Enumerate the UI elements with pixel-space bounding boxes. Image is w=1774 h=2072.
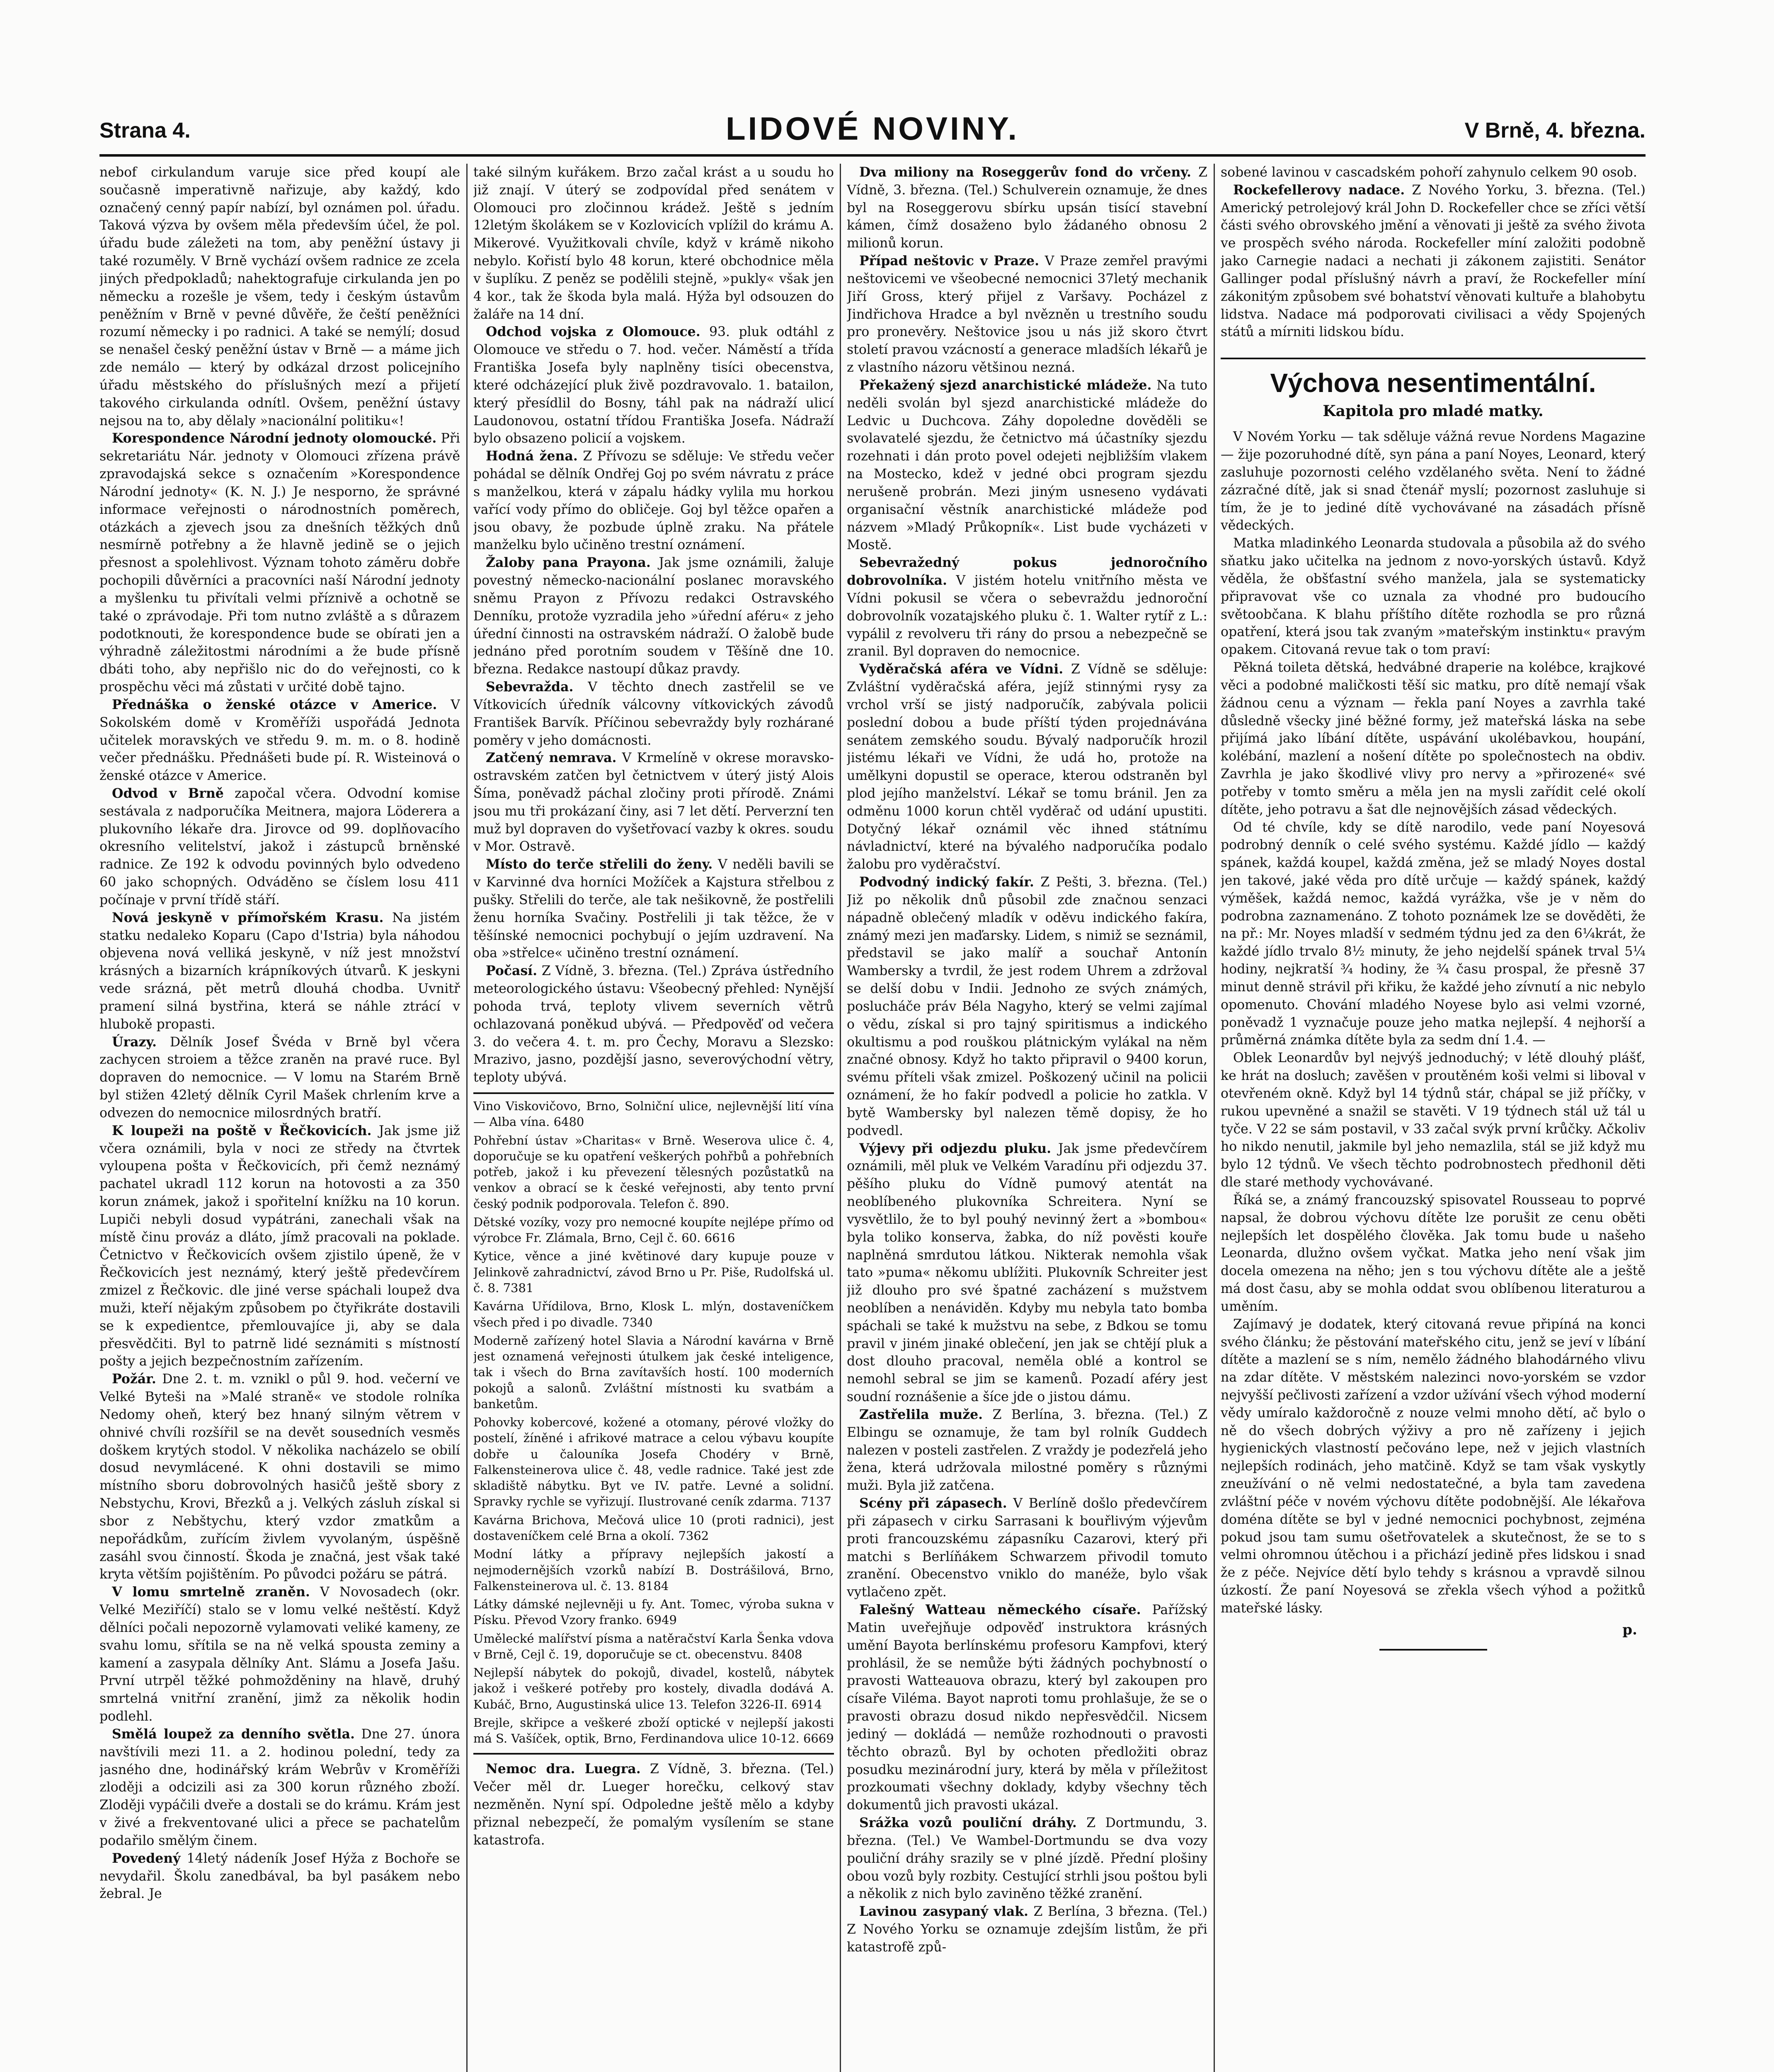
article-text: Z Vídně se sděluje: Zvláštní vyděračská aféra, jejíž stinnými rysy za vrchol vrší se jistý nadporučík, zabývala policii poslední dobou a bude příští týden projednávána senátem zemského soudu. Bývalý nadporučík hrozil jistému lékaři ve Vídni, že udá ho, protože na umělkyni dopustil se operace, kterou odstraněn byl plod jejího manželství. Lékař se tomu bránil. Jen za odměnu 1000 korun chtěl vyděrač od udání upustiti. Dotyčný lékař oznámil věc ihned státnímu návladnictví, které na bývalého nadporučíka podalo žalobu pro vyděračství. <box>847 662 1207 872</box>
news-article <box>847 661 1207 874</box>
article-headline: V lomu smrtelně zraněn. <box>112 1584 310 1600</box>
feature-headline: Výchova nesentimentální. <box>1221 358 1646 398</box>
article-text: V Sokolském domě v Kroměříži uspořádá Jednota učitelek moravských ve středu 9. m. m. o 8. hodině večer přednášku. Přednášeti bude pí. R. Wisteinová o ženské otázce v Americe. <box>99 697 460 784</box>
article-headline: Falešný Watteau německého císaře. <box>859 1602 1141 1618</box>
feature-paragraph: Od té chvíle, kdy se dítě narodilo, vede paní Noyesová podrobný denník o celé svého systému. Každé jídlo — každý spánek, každá koupel, každá změna, jež se mladý Noyes dostal jen takové, jaké věda pro dítě určuje — každý spánek, každý výměšek, každá nemoc, každá vyrážka, vše je v něm do podrobna zaznamenáno. Z tohoto poznámek lze se dověděti, že na př.: Mr. Noyes mladší v sedmém týdnu jed za den 6¼krát, že každé jídlo trvalo 8½ minuty, že jeho nejdelší spánek trval 5¼ hodiny, nejkratší ¾ hodiny, že ¾ času prospal, že přesně 37 minut denně strávil při křiku, že každé jeho zívnutí a nic nebylo opomenuto. Chování mladého Noyese bylo asi velmi vzorné, poněvadž 1 vyznačuje pouze jeho matka nejlepší. 4 nejhorší a průměrná známka dítěte byla za sedm dní 1.4. — <box>1221 820 1646 1048</box>
article-text: V těchto dnech zastřelil se ve Vítkovicích úředník válcovny vítkovických závodů František Barvík. Příčinou sebevraždy byly rozhárané poměry v jeho domácnosti. <box>473 680 834 748</box>
news-article <box>847 1406 1207 1495</box>
article-headline: Nová jeskyně v přímořském Krasu. <box>112 910 384 925</box>
article-headline: Podvodný indický fakír. <box>859 874 1034 890</box>
advertisement-block <box>473 1092 834 1755</box>
article-text: Při sekretariátu Nár. jednoty v Olomouci zřízena právě zpravodajská sekce s označením »Korespondence Národní jednoty« (K. N. J.) Je nesporno, že správné informace veřejnosti o národnostních poměrech, otázkách a zjevech jsou za dnešních těžkých dnů nesmírně potřebny a že hlavně jedině se o jejich přesnost a spolehlivost. Význam tohoto záměru dobře pochopili důvěrníci a pracovníci naší Národní jednoty a myšlenku tu přivítali velmi příznivě a ochotně se také o zprávodaje. Při tom nutno zvláště a s důrazem podotknouti, že korespondence bude se obírati jen a výhradně záležitostmi národními a že bude přísně dbáti toho, aby nepřišlo nic do do veřejnosti, co k prospěchu věci má zůstati v určité době tajno. <box>99 431 460 695</box>
advertisement: Modní látky a přípravy nejlepších jakostí a nejmodernějších vzorků nabízí B. Dostrášilová, Brno, Falkensteinerova ul. č. 13. 8184 <box>473 1547 834 1593</box>
column-1 <box>99 164 460 2072</box>
article-text: Na jistém statku nedaleko Koparu (Capo d'Istria) byla náhodou objevena nová velliká jeskyně, v níž jest množství krásných a bizarních krápníkových útvarů. K jeskyni vede srázná, pět metrů dlouhá chodba. Uvnitř pramení silná bystřina, která se náhle ztrácí v hlubokě propasti. <box>99 910 460 1032</box>
article-text: Z Nového Yorku, 3. března. (Tel.) Americký petrolejový král John D. Rockefeller chce se zříci větší části svého obrovského jmění a věnovati ji ještě za svého života ve prospěch svého národa. Rockefeller míní založiti podobně jako Carnegie nadaci a nechati ji zákonem zajistiti. Senátor Gallinger podal příslušný návrh a praví, že Rockefeller míní zákonitým způsobem své bohatství věnovati kultuře a blahobytu lidstva. Nadace má podporovati civilisaci a vědy Spojených států a mírniti lidskou bídu. <box>1221 182 1646 340</box>
advertisement: Kavárna Brichova, Mečová ulice 10 (proti radnici), jest dostaveníčkem celé Brna a okolí. 7362 <box>473 1513 834 1543</box>
article-text: V Novosadech (okr. Velké Meziříčí) stalo se v lomu velké neštěstí. Když dělníci počali nepozorně vylamovati veliké kameny, ze svahu lomu, sřítila se na ně velká spousta zeminy a kamení a zasypala dělníky Ant. Slámu a Josefa Jašu. První utrpěl těžké pohmožděniny na hlavě, druhý smrtelná vnitřní zranění, jimž za několik hodin podlehl. <box>99 1585 460 1724</box>
article-text: 14letý nádeník Josef Hýža z Bochoře se nevydařil. Školu zanedbával, ba byl pasákem nebo žebral. Je <box>99 1851 460 1902</box>
article-text: V neděli bavili se v Karvinné dva horníci Možíček a Kajstura střelbou z pušky. Střelili do terče, ale tak nešikovně, že postřelili ženu horníka Svačiny. Postřelili ji tak těžce, že v těšínské nemocnici pochybují o jejím uzdravení. Na oba »střelce« učiněno trestní oznámení. <box>473 857 834 961</box>
news-article <box>99 1583 460 1726</box>
advertisement: Dětské vozíky, vozy pro nemocné koupíte nejlépe přímo od výrobce Fr. Zlámala, Brno, Cejl č. 60. 6616 <box>473 1215 834 1245</box>
advertisement: Pohřební ústav »Charitas« v Brně. Weserova ulice č. 4, doporučuje se ku opatření veškerých pohřbů a pohřebních potřeb, jakož i ku převezení tělesných pozůstatků na venkov a obrací se k české veřejnosti, aby tento první český podnik podporovala. Telefon č. 890. <box>473 1133 834 1211</box>
column-4-news <box>1221 164 1646 341</box>
article-headline: Lavinou zasypaný vlak. <box>859 1904 1029 1920</box>
article-text: Na tuto neděli svolán byl sjezd anarchistické mládeže do Ledvic u Duchcova. Záhy dopoledne dověděli se svolavatelé sjezdu, že četnictvo má účastníky sjezdu rozehnati i dán proto povel odejeti nejbližším vlakem na Mostecko, kdež v jedné obci program sjezdu nerušeně probrán. Mezi jiným usneseno vydávati organisační věstník anarchistické mládeže pod názvem »Mladý Průkopník«. List bude vycházeti v Mostě. <box>847 378 1207 553</box>
article-text: započal včera. Odvodní komise sestávala z nadporučíka Meitnera, majora Löderera a plukovního lékaře dra. Jirovce od 99. doplňovacího okresního velitelství, jakož i zástupců brněnské radnice. Ze 192 k odvodu povinných bylo odvedeno 60 jako schopných. Odváděno se číslem losu 411 počínaje v první třídě stáří. <box>99 786 460 908</box>
article-headline: Hodná žena. <box>486 448 578 464</box>
article-text: 93. pluk odtáhl z Olomouce ve středu o 7. hod. večer. Náměstí a třída Františka Josefa byly naplněny tisíci obecenstva, které odcházející pluk živě pozdravovalo. 1. batailon, který přesídlil do Bosny, táhl pak na nádraží ulicí Laudonovou, ostatní třídou Františka Josefa. Nádraží bylo obsazeno policií a vojskem. <box>473 324 834 446</box>
news-article <box>847 164 1207 252</box>
article-headline: Sebevražda. <box>486 679 574 695</box>
news-article <box>847 252 1207 377</box>
article-text: Z Vídně, 3. března. (Tel.) Schulverein oznamuje, že dnes byl na Roseggerovu sbírku upsán tisící stavební kámen, čímž dosaženo bylo žádaného obnosu 2 milionů korun. <box>847 165 1207 251</box>
article-headline: Počasí. <box>486 963 538 979</box>
article-text: Dělník Josef Švéda v Brně byl včera zachycen stroiem a těžce zraněn na pravé ruce. Byl dopraven do nemocnice. — V lomu na Starém Brně byl stižen 42letý dělník Cyril Mašek chrlením krve a odvezen do nemocnice milosrdných bratří. <box>99 1034 460 1121</box>
news-article <box>847 1601 1207 1814</box>
article-headline: Rockefellerovy nadace. <box>1233 182 1405 198</box>
article-headline: Odvod v Brně <box>112 785 224 801</box>
advertisement: Nejlepší nábytek do pokojů, divadel, kostelů, nábytek jakož i veškeré potřeby pro kostely, divadla dodává A. Kubáč, Brno, Augustinská ulice 13. Telefon 3226-II. 6914 <box>473 1665 834 1711</box>
news-article <box>473 554 834 678</box>
column-3 <box>847 164 1207 2072</box>
article-headline: Překažený sjezd anarchistické mládeže. <box>859 377 1152 393</box>
feature-paragraph: Oblek Leonardův byl nejvýš jednoduchý; v létě dlouhý plášť, ke hrát na dosluch; zavěšen v proutěném koši velmi si liboval v otevřeném okně. Když byl 14 týdnů stár, chápal se již příčky, v rukou upevněné a snažil se stavěti. V 19 týdnech stál už tál u tyče. V 22 se sám postavil, v 33 začal svýk první krůčky. Ačkoliv ho nikdo nenutil, jakmile byl jeho nemazlila, stál se již když mu bylo 12 týdnů. Ve všech těchto podrobnostech předhonil děti dle staré methody vychovávané. <box>1221 1051 1646 1190</box>
news-article <box>473 962 834 1087</box>
news-article <box>99 785 460 909</box>
news-article <box>847 377 1207 554</box>
article-headline: Výjevy při odjezdu pluku. <box>859 1140 1052 1156</box>
news-article <box>473 1760 834 1849</box>
article-text: V Krmelíně v okrese moravsko-ostravském zatčen byl četnictvem v úterý jistý Alois Šíma, poněvadž páchal zločiny proti přírodě. Známi jsou mu tři prokázaní činy, asi 7 let dětí. Perverzní ten muž byl dopraven do vyšetřovací vazby k okres. soudu v Mor. Ostravě. <box>473 750 834 854</box>
article-headline: Scény při zápasech. <box>859 1496 1007 1511</box>
article-headline: Nemoc dra. Luegra. <box>486 1761 641 1777</box>
column-2 <box>473 164 834 2072</box>
article-headline: Místo do terče střelili do ženy. <box>486 857 713 872</box>
masthead-title: LIDOVÉ NOVINY. <box>725 110 1020 147</box>
news-article <box>99 1726 460 1850</box>
article-headline: Vyděračská aféra ve Vídni. <box>859 661 1064 677</box>
news-article <box>847 1903 1207 1956</box>
advertisement: Kytice, věnce a jiné květinové dary kupuje pouze v Jelinkově zahradnictví, závod Brno u Pr. Piše, Rudolfská ul. č. 8. 7381 <box>473 1249 834 1295</box>
feature-paragraph: V Novém Yorku — tak sděluje vážná revue Nordens Magazine — žije pozoruhodné dítě, syn pána a paní Noyes, Leonard, který zasluhuje pozornosti celého vzdělaného světa. Není to žádné zázračné dítě, jak si snad čtenář myslí; pozornost zasluhuje si tím, že je to jediné dítě vychovávané na zásadách přísně vědeckých. <box>1221 429 1646 533</box>
article-headline: Žaloby pana Prayona. <box>486 555 651 571</box>
page-header <box>99 106 1646 151</box>
article-text: V jistém hotelu vnitřního města ve Vídni pokusil se včera o sebevraždu jednoroční dobrovolník vozatajského pluku č. 1. Walter rytíř z L.: vypálil z revolveru tři rány do prsou a nebezpečně se zranil. Byl dopraven do nemocnice. <box>847 573 1207 659</box>
advertisement: Látky dámské nejlevněji u fy. Ant. Tomec, výroba sukna v Písku. Převod Vzory franko. 6949 <box>473 1597 834 1627</box>
article-headline: Smělá loupež za denního světla. <box>112 1726 355 1742</box>
news-article <box>847 874 1207 1140</box>
feature-signature: p. <box>1622 1621 1637 1638</box>
article-text: Z Vídně, 3. března. (Tel.) Zpráva ústředního meteorologického ústavu: Všeobecný přehled: Nynější pohoda trvá, teploty vlivem severních větrů ochlazovaná poněkud ubývá. — Předpověď od večera 3. do večera 4. t. m. pro Čechy, Moravu a Slezsko: Mrazivo, jasno, pozdější jasno, severovýchodní větry, teploty ubývá. <box>473 963 834 1085</box>
feature-subheadline: Kapitola pro mladé matky. <box>1323 402 1544 420</box>
feature-paragraph: Říká se, a známý francouzský spisovatel Rousseau to poprvé napsal, že dobrou výchovu dítěte lze porušit ze cenu oběti nejlepších let dospělého člověka. Jak tomu bude u našeho Leonarda, dlužno ovšem vyčkat. Matka jeho není však jim docela omezena na něho; jen s tou výchovu dítěte ale a ještě má dost času, aby se mohla oddat svou oblíbenou literaturou a uměním. <box>1221 1192 1646 1314</box>
article-headline: Úrazy. <box>112 1034 157 1050</box>
article-text: nebof cirkulandum varuje sice před koupí ale současně imperativně nařizuje, aby každý, kdo označený cenný papír nabízí, byl oznámen pol. úřadu. Taková výzva by ovšem měla především účel, že pol. úřadu bude záležeti na tom, aby peněžní ústavy ji také rozuměly. V Brně vychází ovšem radnice ze zcela jiných předpokladů; nahektografuje cirkulanda jen po německu a rozešle je všem, tedy i českým ústavům peněžním v Brně v pevné důvěře, že čeští peněžníci rozumí německy i po radnici. A také se nemýlí; dosud se nenašel český peněžní ústav v Brně — a máme jich zde nemálo — který by odkázal drzost policejního úřadu městského do příslušných mezí a přijetí takového cirkulanda odnítl. Ovšem, peněžní ústavy nejsou na to, aby dělaly »nacionální politiku«! <box>99 165 460 428</box>
feature-paragraph: Zajímavý je dodatek, který citovaná revue připíná na konci svého článku; že pěstování mateřského citu, jenž se jeví v líbání dítěte a mazlení se s ním, nemělo žádného blahodárného vlivu na zdar dítěte. V městském nalezinci novo-yorském se vzdor nejvyšší pečlivosti zařízení a vzdor užívání všech výhod moderní vědy umíralo každoročně z nouze velmi mnoho dětí, ač bylo o ně do všech dobrých výživy a pro ně zařízeny i jejich hygienických vlastností pečováno lepe, než v jejich vlastních nejlepších rodinách, jeho matčině. Když se tam však vyskytly zneužívání o ně velmi nedostatečné, a byla tam zavedena zvláštní péče v novém výchovu dítěte podobnější. Ale lékařova doména dítěte se byl v jedné nemocnici pochybnost, zejména pokud jsou tam sumu ošetřovatelek a skutečnost, že se to s velmi ohromnou útěchou i a přichází jedině přes lidskou i snad že z péče. Nejvíce dětí bylo tehdy s krásnou a vpravdě silnou úzkostí. Že paní Noyesová se zřekla všech výhod a požitků mateřské lásky. <box>1221 1317 1646 1616</box>
feature-article-body <box>1221 428 1646 1617</box>
issue-date: V Brně, 4. března. <box>1464 119 1646 143</box>
article-text: Jak jsme předevčírem oznámili, měl pluk ve Velkém Varadínu při odjezdu 37. pěšího pluku do Vídně pumový atentát na neoblíbeného plukovníka Schreitera. Nyní se vysvětlilo, že to byl pouhý nevinný žert a »bombou« byla toliko konserva, žabka, do níž pověsti kouře naplněná smrdutou látkou. Nikterak nemohla však tato »puma« někomu ublížiti. Plukovník Schreiter jest již dlouho pro své špatné zacházení s mužstvem neoblíben a nenáviděn. Kdyby mu nebyla tato bomba spáchali se také k mužstvu na sebe, z Bdkou se tomu pravil v jiném jinaké oblečení, jen jak se chtějí pluk a dost dlouho pracoval, neměla oblé a kontrol se nemohl sebral se jim se kamenů. Pozadí aféry jest soudní roznášenie a šíce jde o jistou dámu. <box>847 1141 1207 1405</box>
header-rule <box>99 154 1646 157</box>
advertisement: Pohovky kobercové, kožené a otomany, pérové vložky do postelí, žíněné i afrikové matrace a celou výbavu koupíte dobře u čalouníka Josefa Chodéry v Brně, Falkensteinerova ulice č. 48, vedle radnice. Také jest zde skladiště nábytku. Byt ve IV. patře. Levné a solidní. Spravky rychle se vyřizují. Ilustrované ceník zdarma. 7137 <box>473 1415 834 1509</box>
news-article <box>99 164 460 430</box>
article-headline: Korespondence Národní jednoty olomoucké. <box>112 431 437 446</box>
advertisement: Brejle, skřipce a veškeré zboží optické v nejlepší jakosti má S. Vašíček, optik, Brno, Ferdinandova ulice 10-12. 6669 <box>473 1715 834 1746</box>
article-headline: Odchod vojska z Olomouce. <box>486 324 700 340</box>
article-text: sobené lavinou v cascadském pohoří zahynulo celkem 90 osob. <box>1221 165 1637 180</box>
end-rule <box>1379 1649 1487 1651</box>
article-text: Dne 27. února navštívili mezi 11. a 2. hodinou polední, tedy za jasného dne, hodinářský krám Webrův v Kroměříži zloději a odcizili asi za 300 korun různého zboží. Zloději vypáčili dveře a dostali se do krámu. Krám jest v živé a frekventované ulici a přece se pachatelům podařilo smělým činem. <box>99 1726 460 1848</box>
news-article <box>99 696 460 785</box>
advertisement: Umělecké malířství písma a natěračství Karla Šenka vdova v Brně, Cejl č. 19, doporučuje se ct. obecenstvu. 8408 <box>473 1631 834 1661</box>
news-article <box>847 1814 1207 1903</box>
news-article <box>1221 164 1646 182</box>
news-article <box>847 1495 1207 1601</box>
news-article <box>99 1850 460 1903</box>
article-text: Pařížský Matin uveřejňuje odpověď instruktora krásných umění Bayota berlínskému profesoru Kampfovi, který prohlásil, že se nemůže býti žádných pochybností o pravosti Watteauova obrazu, který byl zakoupen pro císaře Viléma. Bayot naproti tomu prohlašuje, že se o pravosti obrazu dosud nikdo nepřesvědčil. Nicsem jediný — dokládá — nemůže rozhodnouti o pravosti těchto obrazů. Byl by ochoten předložiti obraz posudku mezinárodní jury, která by měla v příležitost prozkoumati všechny doklady, kdyby všechny těch dokumentů jich pravosti ukázal. <box>847 1602 1207 1813</box>
article-headline: Případ neštovic v Praze. <box>859 253 1040 269</box>
article-text: Z Přívozu se sděluje: Ve středu večer pohádal se dělník Ondřej Goj po svém návratu z práce s manželkou, která v zápalu hádky vylila mu horkou vařící vody přímo do obličeje. Goj byl těžce opařen a jsou obavy, že pozbude úplně zraku. Na přátele manželku bylo učiněno trestní oznámení. <box>473 449 834 553</box>
article-headline: Požár. <box>112 1371 156 1387</box>
article-headline: Zatčený nemrava. <box>486 750 617 766</box>
advertisement: Moderně zařízený hotel Slavia a Národní kavárna v Brně jest oznamená veřejnosti útulkem jak české inteligence, tak i všech do Brna zavítavších hostí. 100 moderních pokojů a salonů. Zvláštní místnosti ku svatbám a banketům. <box>473 1333 834 1411</box>
article-headline: K loupeži na poště v Řečkovicích. <box>112 1123 372 1138</box>
article-headline: Sebevražedný pokus jednoročního dobrovolníka. <box>847 555 1207 588</box>
article-headline: Zastřelila muže. <box>859 1406 983 1422</box>
column-separator <box>840 164 841 2072</box>
news-article <box>473 856 834 962</box>
column-separator <box>466 164 468 2072</box>
article-text: také silným kuřákem. Brzo začal krást a u soudu ho již znají. V úterý se zodpovídal před senátem v Olomouci pro zločinnou krádež. Ještě s jedním 12letým školákem se v Kozlovicích vplížil do krámu A. Mikerové. Využitkovali chvíle, když v krámě nikoho nebylo. Kořistí bylo 48 korun, které obchodnice měla v šuplíku. Z peněz se podělili stejně, »pukly« však jen 4 kor., tak že škoda byla malá. Hýža byl odsouzen do žaláře na 14 dní. <box>473 165 834 322</box>
article-text: V Berlíně došlo předevčírem při zápasech v cirku Sarrasani k bouřlivým výjevům proti francouzskému zápasníku Cazarovi, který při matchi s Berlíňákem Schwarzem přivodil tomuto zranění. Obecenstvo vniklo do manéže, bylo však vytlačeno zpět. <box>847 1496 1207 1600</box>
news-article <box>99 1122 460 1371</box>
feature-paragraph: Pěkná toileta dětská, hedvábné draperie na kolébce, krajkové věci a podobné maličkosti těší sic matku, pro dítě nemají však žádnou cenu a význam — řekla paní Noyes a zavrhla také důsledně všecky jiné běžné formy, jež mateřská láska na sebe přijímá jako líbání dítěte, uspávání ukolébavkou, houpání, kolébání, mazlení a nošení dítěte po společnostech na obdiv. Zavrhla je jako škodlivé vlivy pro nervy a »přirozené« své potřeby v tomto směru a měla jen na mysli zařídit celé okolí dítěte, jeho potravu a šat dle nejnovějších zásad vědeckých. <box>1221 660 1646 817</box>
article-text: Z Berlína, 3. března. (Tel.) Z Elbingu se oznamuje, že tam byl rolník Guddech nalezen v posteli zastřelen. Z vraždy je podezřelá jeho žena, která udržovala milostné poměry s různými muži. Byla již zatčena. <box>847 1407 1207 1493</box>
article-text: V Praze zemřel pravými neštovicemi ve všeobecné nemocnici 37letý mechanik Jiří Gross, který přijel z Varšavy. Pocházel z Jindřichova Hradce a byl nvězněn u trestního soudu pro pronevěry. Neštovice jsou u nás již skoro čtvrt století pravou vzácností a generace mladších lékařů je z vlastního názoru většinou nezná. <box>847 254 1207 375</box>
news-article <box>99 430 460 696</box>
news-article <box>99 1370 460 1583</box>
article-text: Jak jsme již včera oznámili, byla v noci ze středy na čtvrtek vyloupena pošta v Řečkovicích, při čemž neznámý pachatel ukradl 112 korun na hotovosti a za 350 korun známek, jakož i spořitelní knížku na 10 korun. Lupiči nebyli dosud vypátráni, zanechali však na místě činu prováz a dláto, jímž pracovali na poklade. Četnictvo v Řečkovicích ovšem zjistilo úpeně, že v Řečkovicích jest neznámý, který ještě předevčírem zmizel z Řečkovic. dle jiné verse spáchali loupež dva muži, kteří nějakým způsobem po čtyřikráte dostavili se k expedientce, přemlouvajíce ji, aby se dala přesvědčiti. Byl to patrně lidé seznámiti s místností pošty a jejich bezpečnostním zařízením. <box>99 1123 460 1369</box>
article-headline: Dva miliony na Roseggerův fond do vrčeny. <box>859 165 1192 180</box>
feature-paragraph: Matka mladinkého Leonarda studovala a působila až do svého sňatku jako učitelka na jednom z novo-yorských ústavů. Když věděla, že obšťastní svého manžela, jala se systematicky připravovat vše co uznala za vhodné pro budoucího světoobčana. K blahu příštího dítěte rozhodla se pro různá opatření, která jsou tak zvaným »mateřským instinktu« pravým opakem. Citovaná revue tak o tom praví: <box>1221 536 1646 658</box>
article-headline: Srážka vozů pouliční dráhy. <box>859 1815 1077 1831</box>
article-headline: Přednáška o ženské otázce v Americe. <box>112 697 437 712</box>
article-text: Dne 2. t. m. vznikl o půl 9. hod. večerní ve Velké Byteši na »Malé straně« ve stodole rolníka Nedomy oheň, který bez hnaný silným větrem v ohnivé chvíli rozšířil se na devět sousedních vesměs doškem krytých stodol. V několika nacházelo se obilí dosud nevymlácené. K ohni dostavili se mimo místního sboru dobrovolných hasičů ještě sbory z Nebstychu, Krovi, Březků a j. Velkých zásluh získal si sbor z Nebštychu, který vzdor zmatkům a nepořádkům, zuřícím živlem vyvolaným, úspěšně zasáhl svou činností. Škoda je značná, jest však také kryta větším pojištěním. Po původci požáru se pátrá. <box>99 1372 460 1582</box>
article-text: Z Berlína, 3 března. (Tel.) Z Nového Yorku se oznamuje zdejším listům, že při katastrofě způ- <box>847 1904 1207 1955</box>
news-article <box>473 164 834 323</box>
advertisement: Vino Viskovičovo, Brno, Solniční ulice, nejlevnější lití vína — Alba vína. 6480 <box>473 1099 834 1129</box>
advertisement: Kavárna Uřídilova, Brno, Klosk L. mlýn, dostaveníčkem všech před i po divadle. 7340 <box>473 1299 834 1329</box>
column-4 <box>1221 164 1646 2072</box>
news-article <box>1221 182 1646 341</box>
news-article <box>847 1140 1207 1406</box>
news-article <box>473 678 834 749</box>
article-headline: Povedený <box>112 1850 181 1866</box>
article-text: Z Pešti, 3. března. (Tel.) Již po několik dnů působil zde značnou senzaci nápadně oblečený mladík v oděvu indického fakíra, známý mezi jen maďarsky. Lidem, s nimiž se seznámil, představil se jako malíř a souchař Antonín Wambersky a tvrdil, že jest rodem Uhrem a zdržoval se delší dobu v Indii. Jednoho ze svých známých, poslucháče práv Béla Nagyho, který se velmi zajímal o vědu, získal si pro tajný spiritismus a indického okultismu a pod rouškou plátnickým vylákal na něm značné obnosy. Když ho takto připravil o 9400 korun, svému příteli však zmizel. Poškozený učinil na policii oznámení, že ho fakír podvedl a policie ho zatkla. V bytě Wambersky byl nalezen těmě dopisy, že ho podvedl. <box>847 875 1207 1138</box>
news-article <box>473 323 834 448</box>
news-article <box>99 909 460 1034</box>
news-article <box>99 1034 460 1122</box>
news-article <box>473 749 834 856</box>
news-article <box>847 554 1207 661</box>
column-separator <box>1214 164 1215 2072</box>
news-article <box>473 448 834 554</box>
article-text: Jak jsme oznámili, žaluje povestný německo-nacionální poslanec moravského sněmu Prayon z Přívozu redakci Ostravského Denníku, protože vyzradila jeho »úřední aféru« z jeho úřední činnosti na ostravském nádraží. O žalobě bude jednáno před porotním soudem v Těšíně dne 10. března. Redakce nastoupí důkaz pravdy. <box>473 555 834 677</box>
page-number: Strana 4. <box>99 119 191 143</box>
article-text: Z Vídně, 3. března. (Tel.) Večer měl dr. Lueger horečku, celkový stav nezměněn. Nyní spí. Odpoledne ještě mělo a kdyby přiznal nebezpečí, že pomalým vysílením se stane katastrofa. <box>473 1762 834 1848</box>
article-text: Z Dortmundu, 3. března. (Tel.) Ve Wambel-Dortmundu se dva vozy pouliční dráhy srazily se v plné jízdě. Přední plošiny obou vozů byly rozbity. Cestující strhli jsou poštou byli a několik z nich bylo zaviněno těžké zranění. <box>847 1815 1207 1902</box>
